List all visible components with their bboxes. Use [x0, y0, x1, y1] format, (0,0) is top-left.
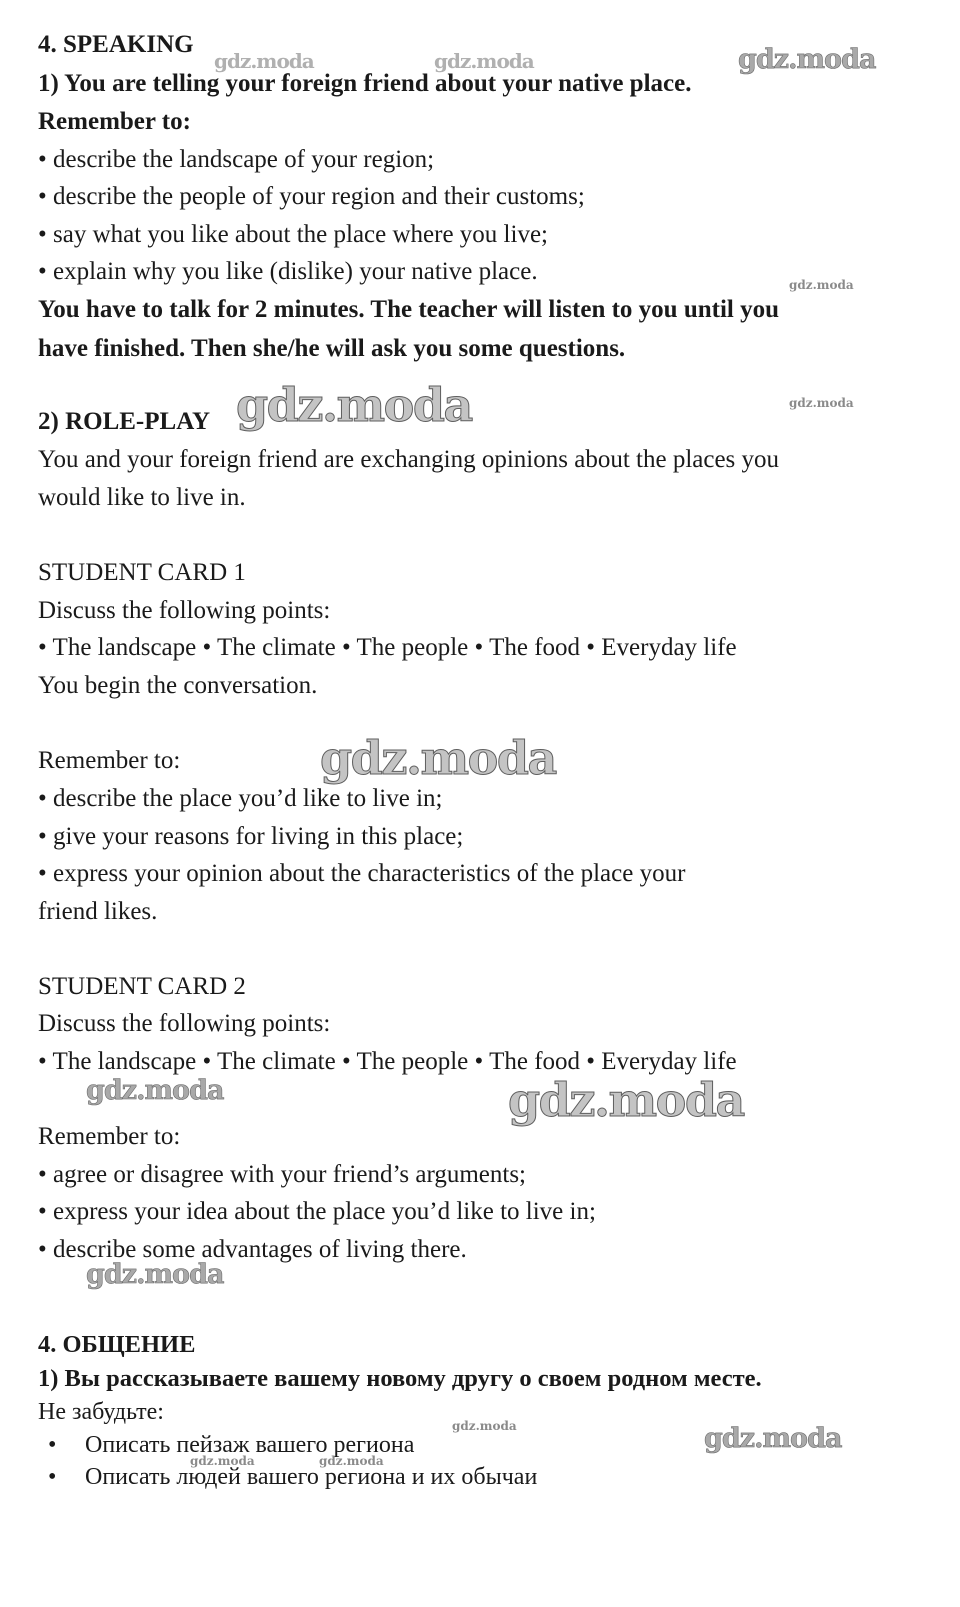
card1-remember: Remember to: [38, 747, 181, 774]
card1-item: friend likes. [38, 898, 158, 925]
card1-item: • give your reasons for living in this place; [38, 823, 464, 850]
watermark: gdz.moda [789, 278, 854, 292]
card1-discuss: Discuss the following points: [38, 597, 331, 624]
card1-item: • express your opinion about the characteristics of the place your [38, 860, 686, 887]
task1-point: • say what you like about the place where you live; [38, 221, 548, 248]
task1-point: • describe the people of your region and their customs; [38, 183, 585, 210]
task1-point: • describe the landscape of your region; [38, 146, 435, 173]
ru-remember: Не забудьте: [38, 1399, 164, 1425]
card2-points: • The landscape • The climate • The people • The food • Everyday life [38, 1048, 737, 1075]
task2-title: 2) ROLE-PLAY [38, 408, 211, 435]
task1-remember: Remember to: [38, 108, 191, 135]
task1-time-note: have finished. Then she/he will ask you some questions. [38, 335, 626, 362]
watermark: gdz.moda [434, 49, 534, 73]
task1-time-note: You have to talk for 2 minutes. The teacher will listen to you until you [38, 296, 780, 323]
watermark: gdz.moda [190, 1454, 255, 1468]
card1-points: • The landscape • The climate • The people • The food • Everyday life [38, 634, 737, 661]
watermark: gdz.moda [508, 1073, 744, 1127]
section-heading: 4. SPEAKING [38, 31, 194, 58]
ru-item: Описать людей вашего региона и их обычаи [85, 1464, 538, 1490]
watermark: gdz.moda [452, 1419, 517, 1433]
watermark: gdz.moda [704, 1423, 842, 1454]
watermark: gdz.moda [86, 1259, 224, 1290]
watermark: gdz.moda [86, 1075, 224, 1106]
watermark: gdz.moda [214, 49, 314, 73]
ru-bullet: • [48, 1464, 57, 1490]
task2-intro: You and your foreign friend are exchanging opinions about the places you [38, 446, 780, 473]
card1-title: STUDENT CARD 1 [38, 559, 246, 586]
card2-item: • agree or disagree with your friend’s arguments; [38, 1161, 527, 1188]
card2-title: STUDENT CARD 2 [38, 973, 246, 1000]
card1-begin: You begin the conversation. [38, 672, 318, 699]
card1-item: • describe the place you’d like to live in; [38, 785, 443, 812]
watermark: gdz.moda [738, 44, 876, 75]
watermark: gdz.moda [236, 378, 472, 432]
ru-heading: 4. ОБЩЕНИЕ [38, 1331, 196, 1358]
task1-point: • explain why you like (dislike) your native place. [38, 258, 538, 285]
card2-discuss: Discuss the following points: [38, 1010, 331, 1037]
ru-bullet: • [48, 1432, 57, 1458]
card2-remember: Remember to: [38, 1123, 181, 1150]
ru-item: Описать пейзаж вашего региона [85, 1432, 415, 1458]
card2-item: • describe some advantages of living there. [38, 1236, 467, 1263]
task1-title: 1) You are telling your foreign friend about your native place. [38, 70, 692, 97]
ru-task1-title: 1) Вы рассказываете вашему новому другу о своем родном месте. [38, 1365, 762, 1392]
watermark: gdz.moda [789, 396, 854, 410]
card2-item: • express your idea about the place you’d like to live in; [38, 1198, 596, 1225]
watermark: gdz.moda [319, 1454, 384, 1468]
watermark: gdz.moda [320, 731, 556, 785]
task2-intro: would like to live in. [38, 484, 246, 511]
